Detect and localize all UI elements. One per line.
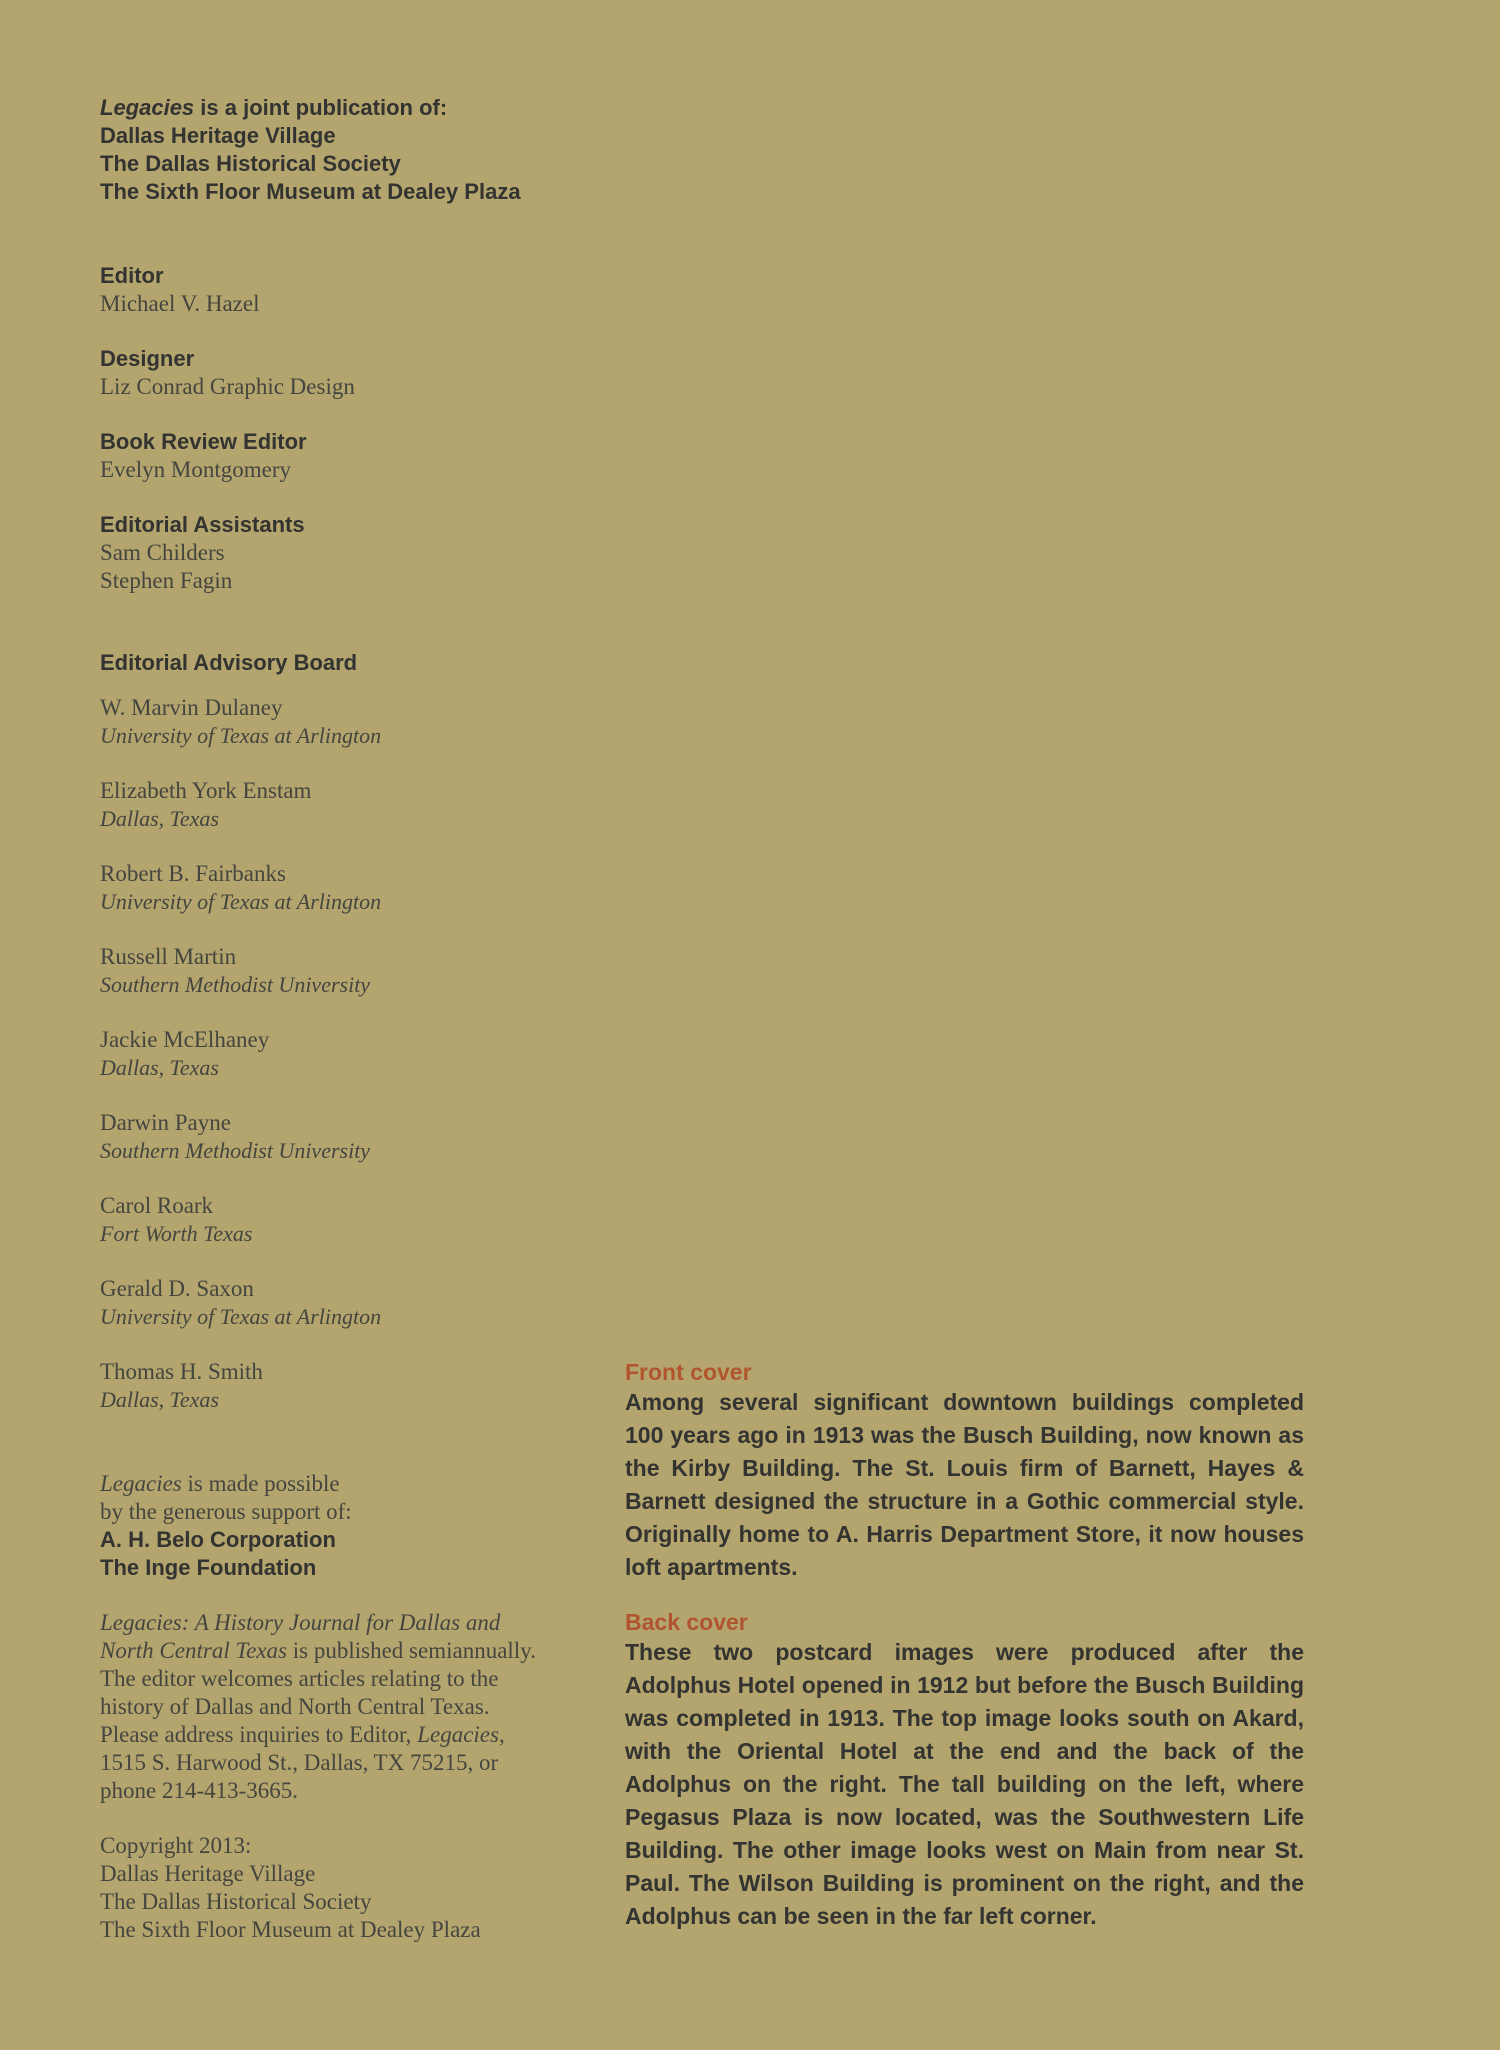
member-name: Thomas H. Smith — [100, 1359, 263, 1384]
member-affiliation: Dallas, Texas — [100, 1055, 219, 1080]
role-name: Michael V. Hazel — [100, 291, 260, 316]
member-name: Darwin Payne — [100, 1110, 231, 1135]
member-affiliation: Southern Methodist University — [100, 972, 371, 997]
board-member — [100, 1109, 570, 1165]
copyright-holder: The Dallas Historical Society — [100, 1889, 372, 1914]
copyright-holder: The Sixth Floor Museum at Dealey Plaza — [100, 1917, 481, 1942]
sponsor: The Inge Foundation — [100, 1555, 317, 1580]
board-member — [100, 1358, 570, 1414]
role-title: Editorial Assistants — [100, 512, 305, 537]
copyright-label: Copyright 2013: — [100, 1833, 252, 1858]
board-member — [100, 943, 570, 999]
board-member — [100, 694, 570, 750]
board-member — [100, 1026, 570, 1082]
advisory-board — [100, 649, 570, 1414]
role-title: Designer — [100, 346, 195, 371]
support-line: by the generous support of: — [100, 1499, 352, 1524]
publication-title: Legacies — [100, 95, 195, 120]
member-affiliation: University of Texas at Arlington — [100, 1304, 382, 1329]
sponsor: A. H. Belo Corporation — [100, 1527, 336, 1552]
role-title: Book Review Editor — [100, 429, 307, 454]
journal-name: Legacies — [417, 1722, 499, 1747]
member-name: Gerald D. Saxon — [100, 1276, 254, 1301]
publisher: The Dallas Historical Society — [100, 151, 401, 176]
member-name: Robert B. Fairbanks — [100, 861, 286, 886]
support-title: Legacies — [100, 1471, 182, 1496]
role-name: Liz Conrad Graphic Design — [100, 374, 355, 399]
copyright-holder: Dallas Heritage Village — [100, 1861, 316, 1886]
member-name: Russell Martin — [100, 944, 237, 969]
publication-intro: Legacies is a joint publication of: — [100, 95, 448, 120]
back-cover-title: Back cover — [625, 1609, 748, 1635]
member-name: Carol Roark — [100, 1193, 214, 1218]
front-cover-text: Among several significant downtown buildings completed 100 years ago in 1913 was the Busch Building, now known as the Kirby Building. The St. Louis firm of Barnett, Hayes & Barnett designed the structure in a Gothic commercial style. Originally home to A. Harris Department Store, it now houses loft apartments. — [625, 1389, 1304, 1580]
role-title: Editor — [100, 263, 164, 288]
support-block — [100, 1470, 570, 1582]
copyright-block — [100, 1832, 570, 1944]
board-member — [100, 1192, 570, 1248]
member-affiliation: University of Texas at Arlington — [100, 889, 382, 914]
left-column — [100, 94, 570, 1944]
back-cover-block — [625, 1608, 1304, 1933]
publication-block — [100, 94, 570, 206]
role-name: Evelyn Montgomery — [100, 457, 291, 482]
member-affiliation: Southern Methodist University — [100, 1138, 371, 1163]
member-affiliation: Dallas, Texas — [100, 806, 219, 831]
member-name: W. Marvin Dulaney — [100, 695, 283, 720]
member-name: Elizabeth York Enstam — [100, 778, 312, 803]
publisher: Dallas Heritage Village — [100, 123, 336, 148]
member-name: Jackie McElhaney — [100, 1027, 270, 1052]
staff-editorial-assistants — [100, 511, 570, 595]
support-line: Legacies is made possible — [100, 1471, 340, 1496]
member-affiliation: University of Texas at Arlington — [100, 723, 382, 748]
back-cover-text: These two postcard images were produced after the Adolphus Hotel opened in 1912 but before the Busch Building was completed in 1913. The top image looks south on Akard, with the Oriental Hotel at the end and the back of the Adolphus on the right. The tall building on the left, where Pegasus Plaza is now located, was the Southwestern Life Building. The other image looks west on Main from near St. Paul. The Wilson Building is prominent on the right, and the Adolphus can be seen in the far left corner. — [625, 1639, 1304, 1929]
board-member — [100, 777, 570, 833]
advisory-board-title: Editorial Advisory Board — [100, 650, 358, 675]
staff-editor — [100, 262, 570, 318]
journal-info: Legacies: A History Journal for Dallas and North Central Texas is published semiannually. The editor welcomes articles relating to the history of Dallas and North Central Texas. Please address inquiries to Editor, Legacies, 1515 S. Harwood St., Dallas, TX 75215, or phone 214-413-3665. — [100, 1610, 536, 1803]
board-member — [100, 860, 570, 916]
front-cover-title: Front cover — [625, 1359, 752, 1385]
role-name: Sam Childers — [100, 540, 225, 565]
board-member — [100, 1275, 570, 1331]
right-column — [625, 1358, 1304, 1933]
front-cover-block — [625, 1358, 1304, 1584]
journal-title: Legacies: A History Journal for Dallas and North Central Texas — [100, 1610, 501, 1663]
staff-designer — [100, 345, 570, 401]
publisher: The Sixth Floor Museum at Dealey Plaza — [100, 179, 521, 204]
staff-book-review-editor — [100, 428, 570, 484]
role-name: Stephen Fagin — [100, 568, 233, 593]
member-affiliation: Fort Worth Texas — [100, 1221, 253, 1246]
member-affiliation: Dallas, Texas — [100, 1387, 219, 1412]
